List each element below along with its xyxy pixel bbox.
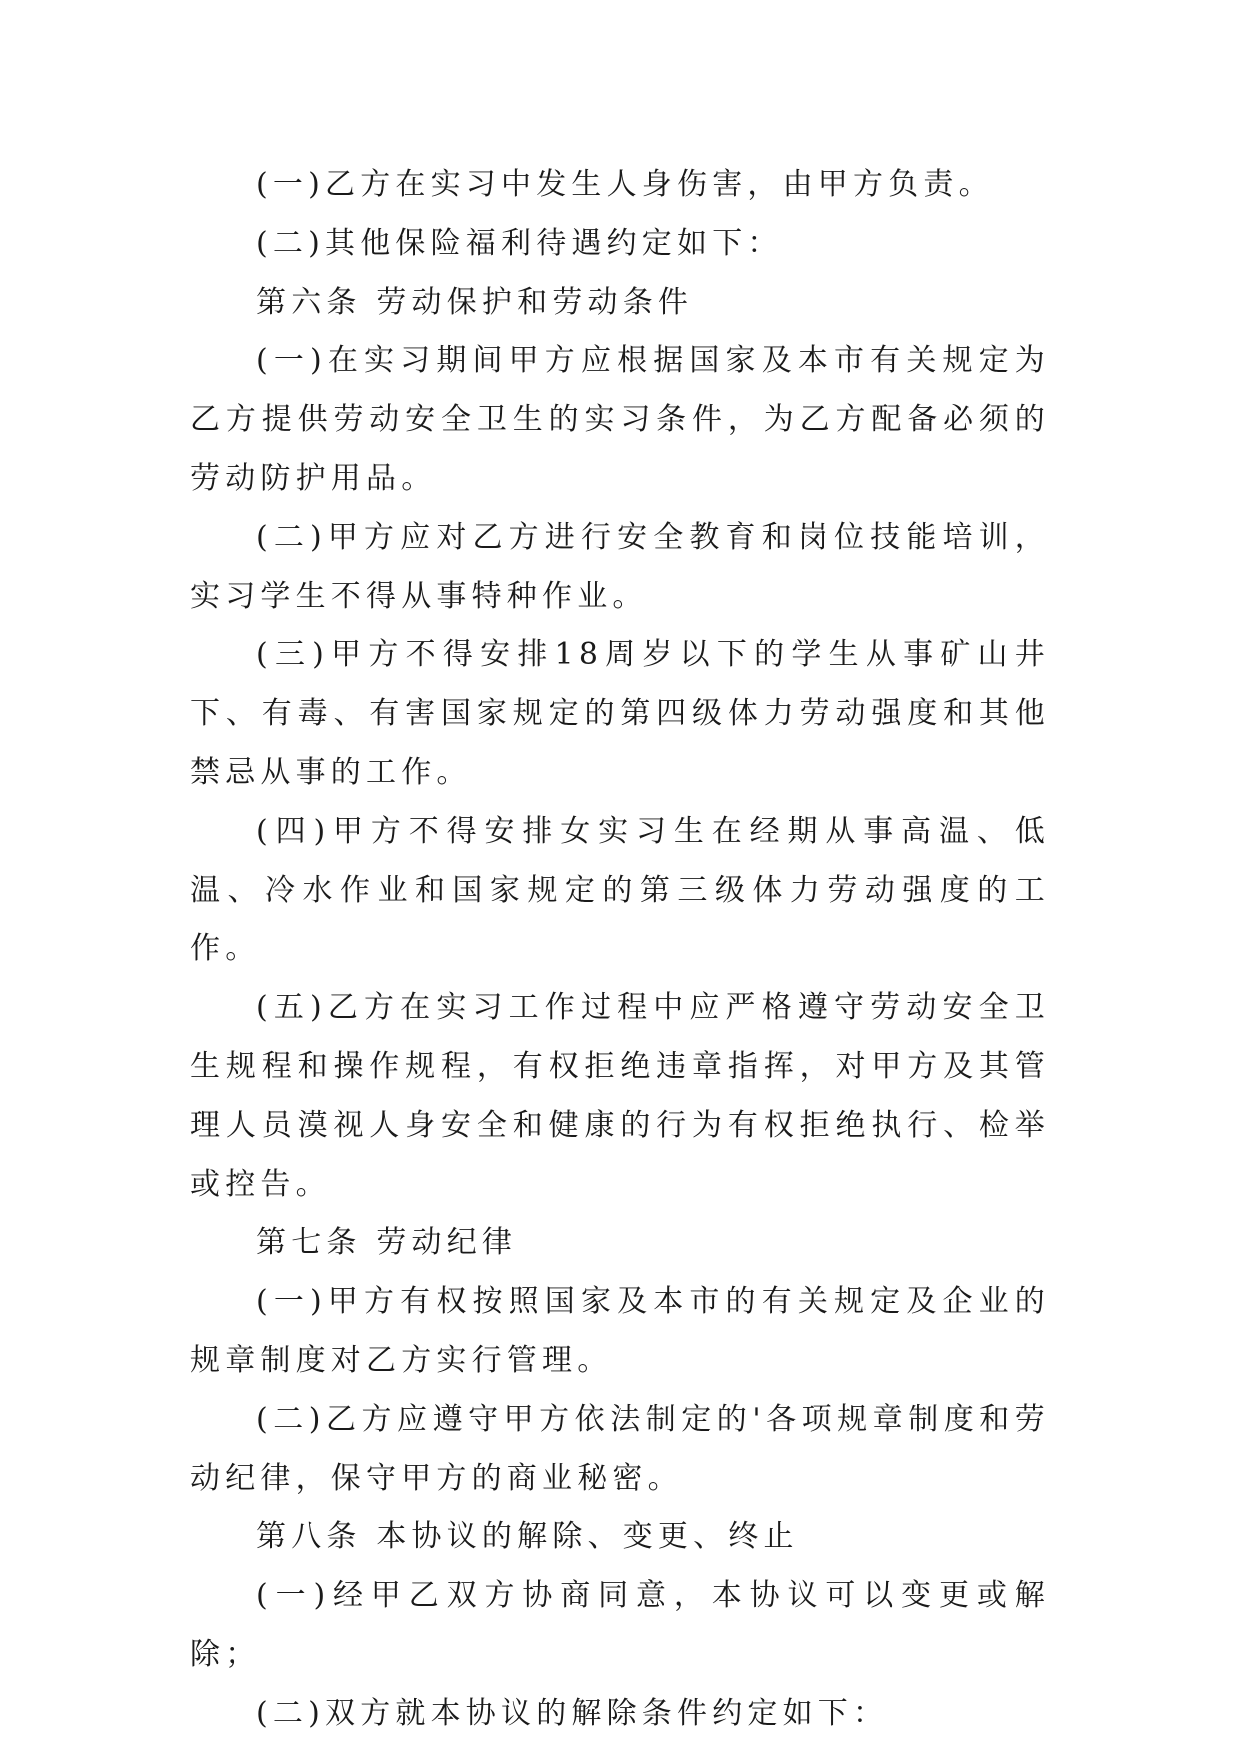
paragraph-clause-7-1: (一)甲方有权按照国家及本市的有关规定及企业的规章制度对乙方实行管理。 xyxy=(190,1284,1050,1378)
paragraph-clause-7-2: (二)乙方应遵守甲方依法制定的'各项规章制度和劳动纪律，保守甲方的商业秘密。 xyxy=(190,1401,1050,1496)
paragraph-clause-8-2: (二)双方就本协议的解除条件约定如下： xyxy=(256,1695,889,1731)
paragraph-clause-5-1: (一)乙方在实习中发生人身伤害，由甲方负责。 xyxy=(256,167,994,202)
paragraph-clause-6-2: (二)甲方应对乙方进行安全教育和岗位技能培训，实习学生不得从事特种作业。 xyxy=(190,519,1050,614)
heading-article-6: 第六条 劳动保护和劳动条件 xyxy=(256,284,694,320)
heading-article-8: 第八条 本协议的解除、变更、终止 xyxy=(256,1519,799,1555)
paragraph-clause-6-4: (四)甲方不得安排女实习生在经期从事高温、低温、冷水作业和国家规定的第三级体力劳动强度的工作。 xyxy=(190,813,1050,967)
paragraph-clause-6-3: (三)甲方不得安排18周岁以下的学生从事矿山井下、有毒、有害国家规定的第四级体力劳动强度和其他禁忌从事的工作。 xyxy=(190,637,1050,790)
paragraph-clause-5-2: (二)其他保险福利待遇约定如下： xyxy=(256,225,783,261)
paragraph-clause-8-1: (一)经甲乙双方协商同意，本协议可以变更或解除； xyxy=(190,1578,1050,1672)
document-body xyxy=(190,156,1050,1744)
paragraph-clause-6-1: (一)在实习期间甲方应根据国家及本市有关规定为乙方提供劳动安全卫生的实习条件，为乙方配备必须的劳动防护用品。 xyxy=(190,343,1050,496)
paragraph-clause-6-5: (五)乙方在实习工作过程中应严格遵守劳动安全卫生规程和操作规程，有权拒绝违章指挥，对甲方及其管理人员漠视人身安全和健康的行为有权拒绝执行、检举或控告。 xyxy=(190,990,1050,1202)
heading-article-7: 第七条 劳动纪律 xyxy=(256,1225,518,1261)
